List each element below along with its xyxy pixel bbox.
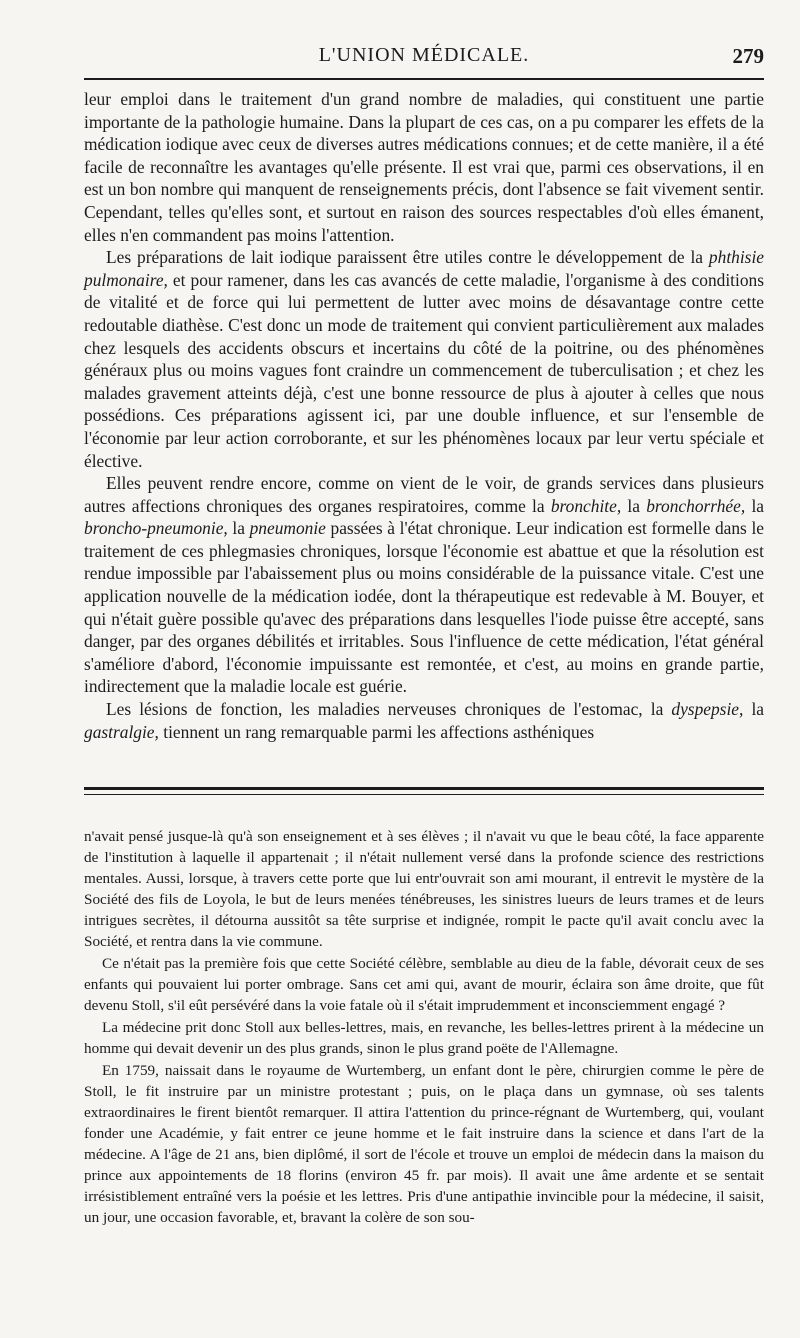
text-run: passées à l'état chronique. Leur indication est formelle dans le traitement de ces phlegmasies chroniques, lorsque l'économie est abattue et que la résolution est rendue impossible par l'abaissement plus ou moins considérable de la puissance vitale. C'est une application nouvelle de la médication iodée, dont la thérapeutique est redevable à M. Bouyer, et qui n'était guère possible qu'avec des préparations dans lesquelles l'iode puisse être accepté, sans danger, par des organes débilités et irritables. Sous l'influence de cette médication, l'état général s'améliore d'abord, l'économie impuissante est remontée, et c'est, au moins en grande partie, indirectement que la maladie locale est guérie.	[84, 518, 765, 697]
italic-term: phthisie pulmonaire,	[84, 247, 764, 290]
header-rule	[84, 78, 764, 80]
italic-term: broncho-pneumonie,	[84, 518, 228, 539]
page-number: 279	[732, 44, 764, 68]
text-run: la	[745, 495, 765, 516]
feuilleton-separator	[84, 787, 764, 795]
main-article	[84, 88, 764, 743]
text-run: la	[743, 699, 764, 720]
paragraph: leur emploi dans le traitement d'un grand nombre de maladies, qui constituent une partie importante de la pathologie humaine. Dans la plupart de ces cas, on a pu comparer les effets de la médication iodique avec ceux de diverses autres médications connues; et de cette manière, il a été facile de reconnaître les avantages qu'elle présente. Il est vrai que, parmi ces observations, il en est un bon nombre qui manquent de renseignements précis, dont l'absence se fait vivement sentir. Cependant, telles qu'elles sont, et surtout en raison des sources respectables d'où elles émanent, elles n'en commandent pas moins l'attention.	[84, 89, 764, 245]
text-run: Les lésions de fonction, les maladies nerveuses chroniques de l'estomac, la	[106, 699, 672, 720]
page-header	[84, 40, 764, 74]
paragraph	[84, 698, 764, 743]
italic-term: dyspepsie,	[671, 699, 744, 720]
feuilleton-section	[84, 826, 764, 1229]
text-run: tiennent un rang remarquable parmi les affections asthéniques	[158, 721, 595, 742]
italic-term: bronchite,	[550, 495, 622, 516]
paragraph: En 1759, naissait dans le royaume de Wurtemberg, un enfant dont le père, chirurgien comme le père de Stoll, le fit instruire par un ministre protestant ; puis, on le plaça dans un gymnase, où ses talents extraordinaires le firent bientôt remarquer. Il attira l'attention du prince-régnant de Wurtemberg, qui, voulant fonder une Académie, y fait entrer ce jeune homme et le fait instruire dans la science et dans l'art de la médecine. A l'âge de 21 ans, bien diplômé, il sort de l'école et trouve un emploi de médecin dans la maison du prince aux appointements de 18 florins (environ 45 fr. par mois). Il avait une âme ardente et se sentait irrésistiblement entraîné vers la poésie et les lettres. Pris d'une antipathie invincible pour la médecine, il saisit, un jour, une occasion favorable, et, bravant la colère de son sou-	[84, 1062, 764, 1226]
paragraph: La médecine prit donc Stoll aux belles-lettres, mais, en revanche, les belles-lettres prirent à la médecine un homme qui devait devenir un des plus grands, sinon le plus grand poëte de l'Allemagne.	[84, 1019, 764, 1057]
running-title: L'UNION MÉDICALE.	[318, 44, 530, 66]
text-run: et pour ramener, dans les cas avancés de cette maladie, l'organisme à des conditions de vitalité et de force qui lui permettent de lutter avec moins de désavantage contre cette redoutable diathèse. C'est donc un mode de traitement qui convient particulièrement aux malades chez lesquels des accidents obscurs et incertains du côté de la poitrine, ou des phénomènes généraux plus ou moins vagues font craindre un commencement de tuberculisation ; et chez les malades gravement atteints déjà, c'est une bonne ressource de plus à ajouter à celles que nous possédions. Ces préparations agissent ici, par une double influence, et sur l'ensemble de l'économie par leur action corroborante, et sur les phénomènes locaux par leur vertu spéciale et élective.	[84, 269, 764, 471]
paragraph	[84, 472, 764, 698]
paragraph: Ce n'était pas la première fois que cette Société célèbre, semblable au dieu de la fable, dévorait ceux de ses enfants qui pouvaient lui porter ombrage. Sans cet ami qui, avant de mourir, éclaira son âme droite, que fût devenu Stoll, s'il eût persévéré dans la voie fatale où il s'était imprudemment et inconsciemment engagé ?	[84, 955, 764, 1014]
text-run: la	[227, 518, 250, 539]
text-run: Elles peuvent rendre encore, comme on vient de le voir, de grands services dans plusieurs autres affections chroniques des organes respiratoires, comme la	[84, 473, 764, 516]
italic-term: pneumonie	[249, 518, 326, 539]
text-run: la	[621, 495, 647, 516]
text-run: Les préparations de lait iodique paraissent être utiles contre le développement de la	[106, 247, 709, 268]
paragraph	[84, 246, 764, 472]
italic-term: bronchorrhée,	[646, 495, 746, 516]
paragraph: n'avait pensé jusque-là qu'à son enseignement et à ses élèves ; il n'avait vu que le beau côté, la face apparente de l'institution à laquelle il appartenait ; il n'était nullement versé dans la profonde science des restrictions mentales. Aussi, lorsque, à travers cette porte que lui entr'ouvrait son ami mourant, il entrevit le mystère de la Société des fils de Loyola, le but de leurs menées ténébreuses, les sinistres lueurs de leurs trames et de leurs intrigues secrètes, il détourna aussitôt sa tête surprise et indignée, rompit le pacte qu'il avait conclu avec la Société, et rentra dans la vie commune.	[84, 828, 764, 950]
italic-term: gastralgie,	[84, 721, 159, 742]
